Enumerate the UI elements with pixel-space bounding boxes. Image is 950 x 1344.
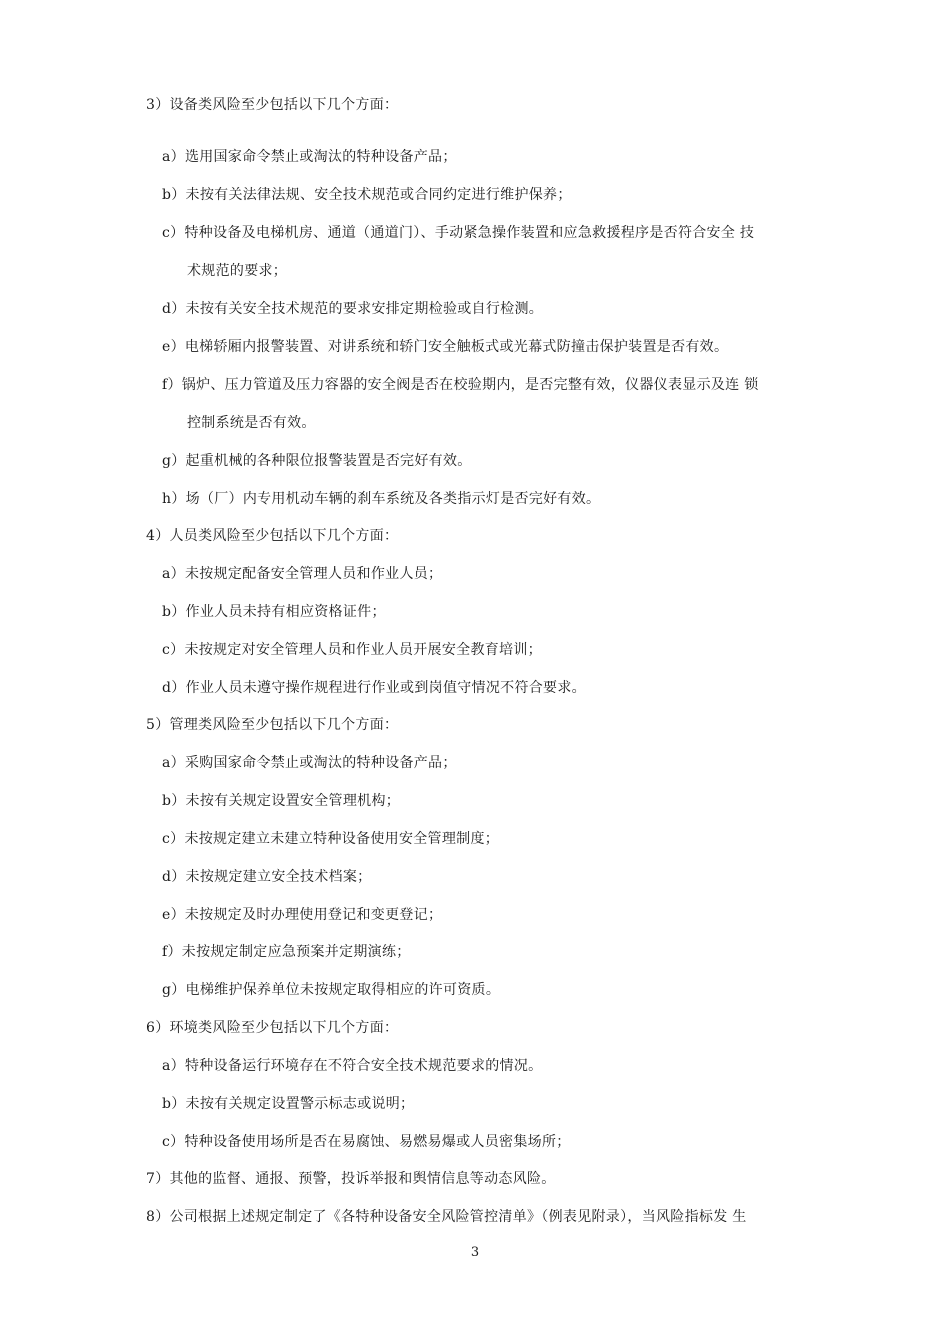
page-number: 3 xyxy=(470,1245,480,1260)
list-item: b）未按有关法律法规、安全技术规范或合同约定进行维护保养； xyxy=(162,187,572,203)
list-item-continuation: 控制系统是否有效。 xyxy=(187,415,316,431)
list-item: a）选用国家命令禁止或淘汰的特种设备产品； xyxy=(162,149,457,165)
list-item: h）场（厂）内专用机动车辆的刹车系统及各类指示灯是否完好有效。 xyxy=(162,491,601,507)
list-item: e）未按规定及时办理使用登记和变更登记； xyxy=(162,907,443,923)
section-heading: 4）人员类风险至少包括以下几个方面： xyxy=(146,528,399,544)
section-heading: 3）设备类风险至少包括以下几个方面： xyxy=(146,97,399,113)
list-item: c）特种设备及电梯机房、通道（通道门）、手动紧急操作装置和应急救援程序是否符合安全 技 xyxy=(162,225,755,241)
list-item: d）作业人员未遵守操作规程进行作业或到岗值守情况不符合要求。 xyxy=(162,680,586,696)
list-item: b）未按有关规定设置警示标志或说明； xyxy=(162,1096,415,1112)
list-item: c）特种设备使用场所是否在易腐蚀、易燃易爆或人员密集场所； xyxy=(162,1134,571,1150)
list-item: f）锅炉、压力管道及压力容器的安全阀是否在校验期内，是否完整有效，仪器仪表显示及连 锁 xyxy=(162,377,759,393)
list-item: a）未按规定配备安全管理人员和作业人员； xyxy=(162,566,443,582)
list-item: c）未按规定建立未建立特种设备使用安全管理制度； xyxy=(162,831,500,847)
list-item: b）未按有关规定设置安全管理机构； xyxy=(162,793,401,809)
list-item: d）未按有关安全技术规范的要求安排定期检验或自行检测。 xyxy=(162,301,544,317)
section-heading: 5）管理类风险至少包括以下几个方面： xyxy=(146,717,399,733)
list-item: a）采购国家命令禁止或淘汰的特种设备产品； xyxy=(162,755,457,771)
list-item: d）未按规定建立安全技术档案； xyxy=(162,869,372,885)
section-heading: 8）公司根据上述规定制定了《各特种设备安全风险管控清单》（例表见附录），当风险指标发 生 xyxy=(146,1209,747,1225)
list-item: e）电梯轿厢内报警装置、对讲系统和轿门安全触板式或光幕式防撞击保护装置是否有效。 xyxy=(162,339,729,355)
list-item: g）起重机械的各种限位报警装置是否完好有效。 xyxy=(162,453,472,469)
list-item: b）作业人员未持有相应资格证件； xyxy=(162,604,386,620)
list-item-continuation: 术规范的要求； xyxy=(187,263,288,279)
section-heading: 6）环境类风险至少包括以下几个方面： xyxy=(146,1020,399,1036)
list-item: c）未按规定对安全管理人员和作业人员开展安全教育培训； xyxy=(162,642,542,658)
list-item: g）电梯维护保养单位未按规定取得相应的许可资质。 xyxy=(162,982,501,998)
list-item: f）未按规定制定应急预案并定期演练； xyxy=(162,944,411,960)
list-item: a）特种设备运行环境存在不符合安全技术规范要求的情况。 xyxy=(162,1058,543,1074)
section-heading: 7）其他的监督、通报、预警，投诉举报和舆情信息等动态风险。 xyxy=(146,1171,556,1187)
